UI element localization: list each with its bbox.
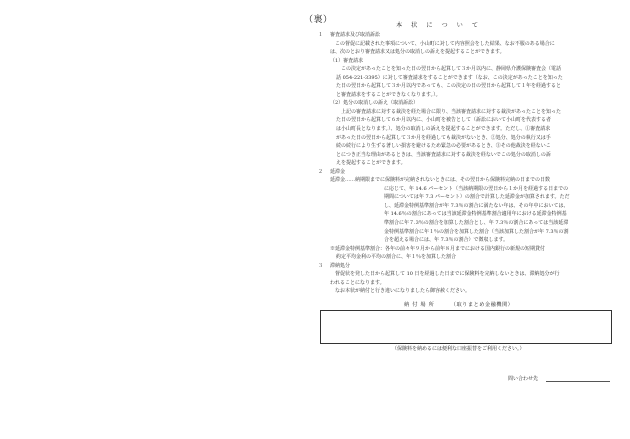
subsection-heading: （1）審査請求 <box>330 57 364 64</box>
contact-label: 問い合わせ先 <box>508 376 539 382</box>
paragraph-line: し、延滞金特例基準割合が年 7.3％の割合に満たない年は、その年中においては、 <box>384 202 569 209</box>
paragraph-line: 期間については年 7.3 パーセント）の割合で計算した延滞金が加算されます。ただ <box>384 194 570 201</box>
paragraph-line: とにつき正当な理由があるときは、当該審査請求に対する裁決を経ないでこの処分の取消しの訴 <box>336 151 551 158</box>
paragraph-line: 続の続行により生ずる著しい損害を避けるため緊急の必要があるとき、③その他裁決を経ないこ <box>336 143 551 150</box>
paragraph-line: た日の翌日から起算して３か月以内であっても、この決定の日の翌日から起算して１年を経過すると <box>336 83 561 90</box>
section-title: 審査請求及び取消訴訟 <box>330 32 381 38</box>
paragraph-line: は、次のとおり審査請求又は処分の取消しの訴えを提起することができます。 <box>330 49 505 56</box>
section-title: 延滞金 <box>330 168 346 175</box>
section-heading: ３ 滞納処分 <box>318 262 351 269</box>
paragraph-line: えを提起することができます。 <box>336 160 406 167</box>
paragraph-line: この決定があったことを知った日の翌日から起算して３か月以内に、静岡県介護保険審査会（電話 <box>341 66 561 73</box>
side-label: （裏） <box>304 15 333 25</box>
paragraph-line: と審査請求をすることができなくなります。）。 <box>336 91 441 98</box>
paragraph-line: 上記の審査請求に対する裁決を経た場合に限り、当該審査請求に対する裁決があったことを知った <box>341 108 561 115</box>
paragraph-line: 準割合に年７.3％の割合を加算した割合とし、年 7.3％の割合にあっては当該延滞 <box>384 220 569 227</box>
section-title: 滞納処分 <box>330 262 351 269</box>
footnote-line: 約定平均金利の平均の割合に、年１％を加算した割合 <box>336 254 457 261</box>
paragraph-line: なお本状が納付と行き違いになりましたら御容赦ください。 <box>335 288 471 295</box>
notice-body <box>318 31 618 296</box>
paragraph-line: た日の翌日から起算して６か月以内に、小山町を被告として（訴訟において小山町を代表する者 <box>336 117 552 124</box>
section-heading: ２ 延滞金 <box>318 168 346 175</box>
paragraph-line: 話 054-221-3395）に対して審査請求をすることができます（なお、この決定があったことを知った <box>336 74 563 81</box>
page-title: 本状について <box>396 22 488 29</box>
paragraph-line: 督促状を発した日から起算して 10 日を経過した日までに保険料を完納しないときは、滞納処分が行 <box>335 271 560 278</box>
paragraph-line: 年 14.6％の割合にあっては当該延滞金特例基準割合適用年における延滞金特例基 <box>384 211 567 218</box>
payment-place-sublabel: （取りまとめ金融機関） <box>450 302 514 308</box>
section-heading: １ 審査請求及び取消訴訟 <box>318 32 381 38</box>
paragraph-line: われることになります。 <box>330 279 385 286</box>
paragraph-line: この督促に記載された事項について、小山町に対して内容照会をした結果、なお不服のある場合に <box>335 40 555 47</box>
payment-note: （保険料を納めるには便利な口座振替をご利用ください。） <box>392 346 525 352</box>
paragraph-line: に応じて、年 14.6 パーセント（当該納期限の翌日から１か月を経過する日までの <box>384 185 569 192</box>
paragraph-line: 延滞金……納期限までに保険料が完納されないときには、その翌日から保険料完納の日までの日数 <box>330 177 551 184</box>
payment-place-heading <box>404 301 513 308</box>
footnote-line: ※延滞金特例基準割合：各年の前々年９月から前年８月までにおける国内銀行の新規の短期貸付 <box>330 245 546 252</box>
paragraph-line: 金特例基準割合に年１％の割合を加算した割合（当該加算した割合が年 7.3％の割 <box>384 228 569 235</box>
paragraph-line: 合を超える場合には、年 7.3％の割合）で徴収します。 <box>384 237 509 244</box>
contact-line <box>546 381 610 382</box>
payment-place-label: 納付場所 <box>404 302 437 308</box>
payment-place-box <box>320 310 612 344</box>
paragraph-line: があった日の翌日から起算して３か月を経過しても裁決がないとき、②処分、処分の執行又は手 <box>336 134 551 141</box>
paragraph-line: は小山町長となります。）、処分の取消しの訴えを提起することができます。ただし、①審査請求 <box>336 126 551 133</box>
subsection-heading: （2）処分の取消しの訴え（取消訴訟） <box>330 100 419 107</box>
